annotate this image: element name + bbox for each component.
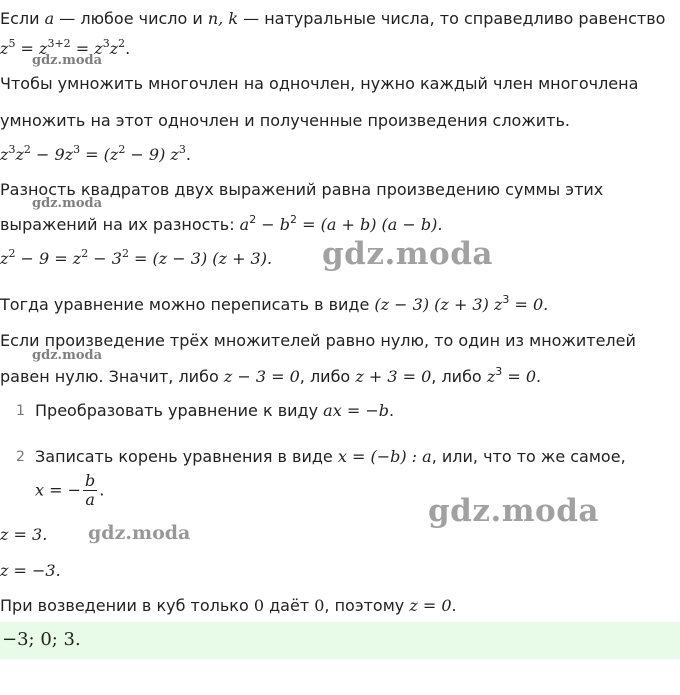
step-number-2: 2 [16, 449, 25, 465]
step-2: Записать корень уравнения в виде x = (−b) : a, или, что то же самое, [35, 447, 626, 466]
fraction: $\frac{b}{a}$ [85, 471, 96, 509]
answer-panel [0, 622, 680, 659]
step-1: Преобразовать уравнение к виду ax = −b. [35, 401, 395, 420]
result-1: z = 3. [0, 525, 48, 544]
watermark-small-2: gdz.moda [32, 196, 103, 211]
rule-line-1: Чтобы умножить многочлен на одночлен, нужно каждый член многочлена [0, 74, 639, 93]
root-formula: x = − $\frac{b}{a}$ . [35, 471, 105, 509]
watermark-large-2: gdz.moda [428, 493, 599, 529]
power-equality: $z^5 = z^{3+2} = z^3z^2$. [0, 37, 131, 58]
zero-product-line-2: равен нулю. Значит, либо z − 3 = 0, либо z + 3 = 0, либо $z^3 = 0$. [0, 365, 542, 386]
step-number-1: 1 [16, 403, 25, 419]
diff-squares-line-1: Разность квадратов двух выражений равна произведению суммы этих [0, 180, 604, 199]
intro-line: Если a — любое число и n, k — натуральные числа, то справедливо равенство [0, 9, 666, 28]
watermark-large-1: gdz.moda [322, 236, 493, 272]
answer-text: −3; 0; 3. [2, 629, 81, 650]
cube-line: При возведении в куб только 0 даёт 0, поэтому z = 0. [0, 596, 457, 615]
rewrite-line: Тогда уравнение можно переписать в виде (z − 3) (z + 3) $z^3 = 0$. [0, 293, 549, 314]
result-2: z = −3. [0, 561, 61, 580]
zero-product-line-1: Если произведение трёх множителей равно нулю, то один из множителей [0, 331, 636, 350]
watermark-small-1: gdz.moda [32, 53, 103, 68]
factor-formula: $z^3z^2 - 9z^3 = (z^2 - 9)$ $z^3$. [0, 143, 191, 164]
watermark-medium: gdz.moda [88, 522, 191, 544]
diff-squares-line-2: выражений на их разность: $a^2 - b^2 = (a + b) (a - b)$. [0, 213, 443, 234]
diff-squares-formula: $z^2 - 9 = z^2 - 3^2 = (z - 3) (z + 3)$. [0, 247, 273, 268]
watermark-small-3: gdz.moda [32, 348, 103, 363]
rule-line-2: умножить на этот одночлен и полученные произведения сложить. [0, 111, 570, 130]
